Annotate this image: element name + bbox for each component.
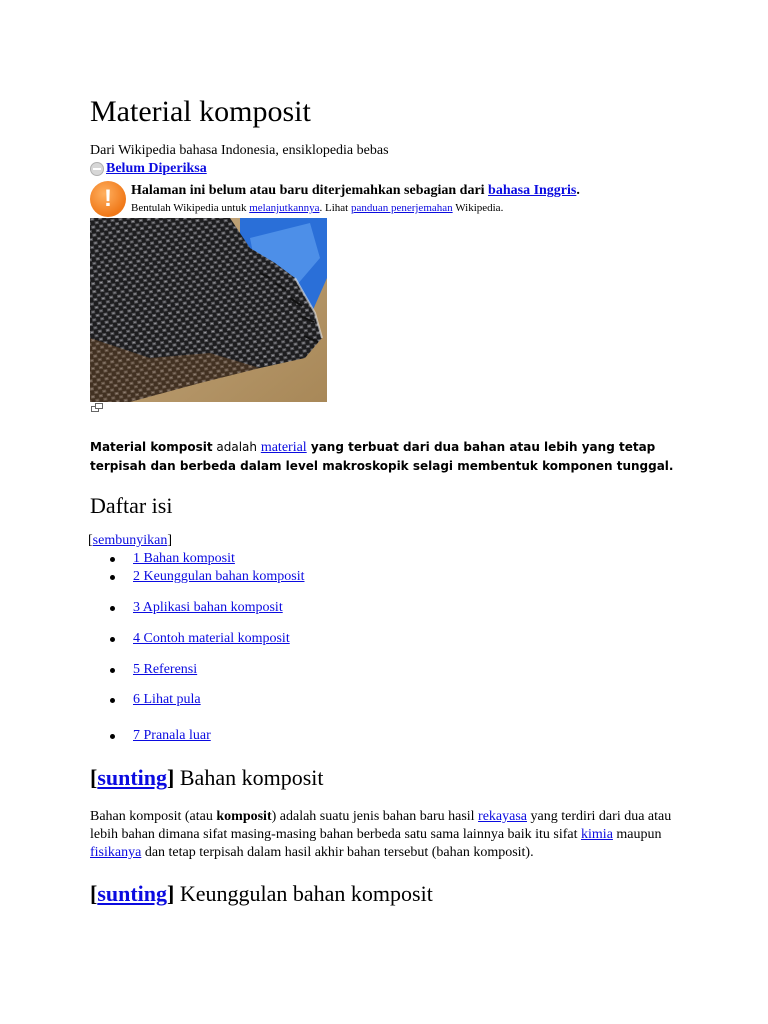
enlarge-icon[interactable] — [91, 403, 103, 412]
toc-link[interactable]: 2 Keunggulan bahan komposit — [133, 569, 305, 584]
bullet-icon — [110, 557, 115, 562]
bahan-komposit-paragraph: Bahan komposit (atau komposit) adalah suatu jenis bahan baru hasil rekayasa yang terdiri dari dua atau lebih bahan dimana sifat masing-masing bahan berbeda satu sama lainnya baik itu sifat kimia maupun fisikanya dan tetap terpisah dalam hasil akhir bahan tersebut (bahan komposit). — [90, 809, 672, 860]
toc-item — [110, 599, 283, 617]
toc-toggle: [sembunyikan] — [88, 533, 172, 548]
english-link[interactable]: bahasa Inggris — [488, 183, 577, 198]
toc-link[interactable]: 5 Referensi — [133, 662, 198, 677]
edit-section-link[interactable]: sunting — [97, 765, 168, 790]
page-title: Material komposit — [90, 95, 311, 128]
carbon-fiber-photo[interactable] — [90, 218, 327, 402]
page-subtitle: Dari Wikipedia bahasa Indonesia, ensiklopedia bebas — [90, 143, 389, 158]
toc-item — [110, 691, 201, 709]
toc-hide-link[interactable]: sembunyikan — [92, 533, 168, 548]
bullet-icon — [110, 734, 115, 739]
review-status-icon — [90, 162, 104, 176]
continue-link[interactable]: melanjutkannya — [249, 202, 320, 214]
toc-item — [110, 661, 197, 679]
translation-notice — [90, 181, 730, 217]
rekayasa-link[interactable]: rekayasa — [478, 809, 528, 824]
toc-item — [110, 727, 211, 745]
bullet-icon — [110, 575, 115, 580]
review-status — [90, 160, 207, 178]
intro-paragraph: Material komposit adalah material yang terbuat dari dua bahan atau lebih yang tetap terpisah dan berbeda dalam level makroskopik selagi membentuk komponen tunggal. — [90, 440, 674, 473]
notice-main-text: Halaman ini belum atau baru diterjemahkan sebagian dari bahasa Inggris. — [131, 183, 580, 198]
toc-link[interactable]: 4 Contoh material komposit — [133, 631, 290, 646]
toc-item — [110, 568, 304, 586]
fisikanya-link[interactable]: fisikanya — [90, 845, 142, 860]
toc-link[interactable]: 3 Aplikasi bahan komposit — [133, 600, 283, 615]
toc-heading: Daftar isi — [90, 493, 173, 518]
warning-icon: ! — [90, 181, 126, 217]
bullet-icon — [110, 637, 115, 642]
translation-guide-link[interactable]: panduan penerjemahan — [350, 202, 453, 214]
toc-link[interactable]: 7 Pranala luar — [133, 728, 211, 743]
edit-section-link[interactable]: sunting — [97, 881, 168, 906]
review-status-link[interactable]: Belum Diperiksa — [106, 161, 207, 176]
material-link[interactable]: material — [260, 440, 307, 455]
toc-item — [110, 550, 235, 568]
bullet-icon — [110, 698, 115, 703]
section-heading-bahan-komposit: [sunting] Bahan komposit — [90, 765, 324, 790]
bullet-icon — [110, 668, 115, 673]
toc-item — [110, 630, 290, 648]
notice-sub-text: Bentulah Wikipedia untuk melanjutkannya. Lihat panduan penerjemahan Wikipedia. — [131, 202, 504, 214]
kimia-link[interactable]: kimia — [581, 827, 613, 842]
section-heading-keunggulan: [sunting] Keunggulan bahan komposit — [90, 881, 433, 906]
toc-link[interactable]: 1 Bahan komposit — [133, 551, 235, 566]
bullet-icon — [110, 606, 115, 611]
toc-link[interactable]: 6 Lihat pula — [133, 692, 201, 707]
